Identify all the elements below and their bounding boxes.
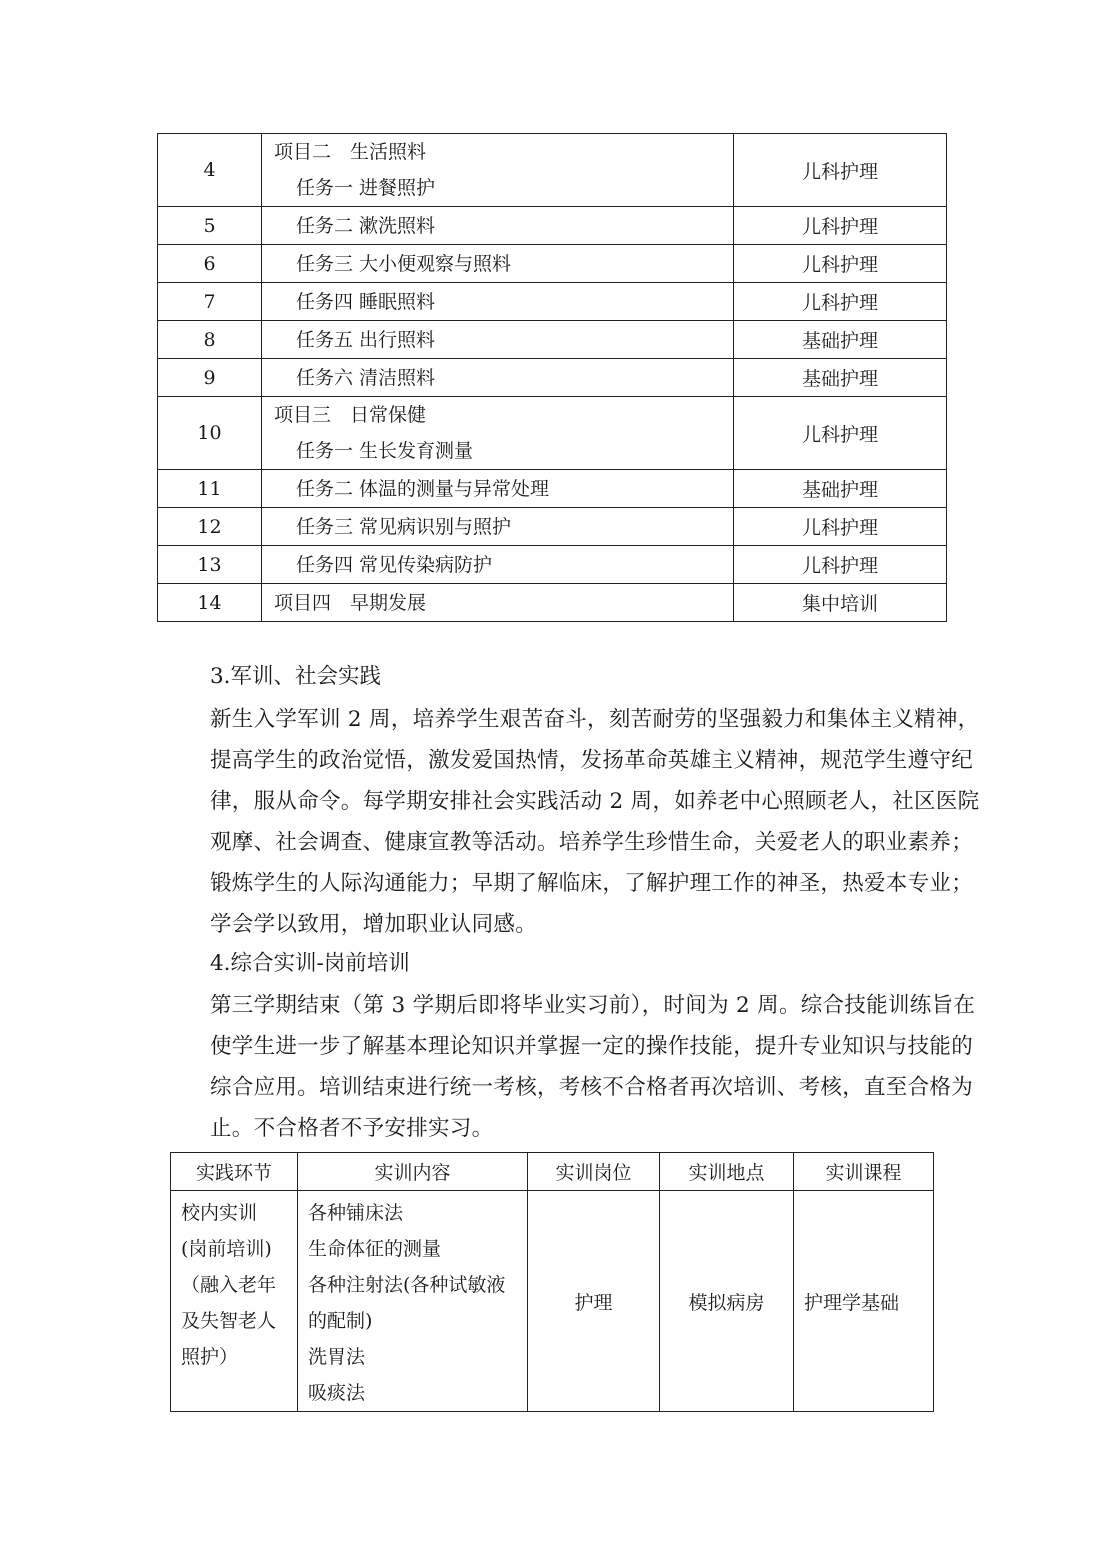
task-cell (262, 321, 734, 359)
task-row (158, 207, 947, 245)
row-number: 11 (158, 470, 262, 508)
task-row (158, 546, 947, 584)
row-number: 8 (158, 321, 262, 359)
course-cell: 基础护理 (734, 470, 947, 508)
training-table-row (171, 1191, 934, 1412)
row-number: 9 (158, 359, 262, 397)
header-course: 实训课程 (794, 1153, 934, 1191)
curriculum-task-table (157, 133, 947, 622)
task-cell (262, 546, 734, 584)
row-number: 7 (158, 283, 262, 321)
task-title: 任务三 大小便观察与照料 (296, 252, 512, 275)
task-title: 任务四 睡眠照料 (296, 290, 436, 313)
task-cell (262, 584, 734, 622)
training-table-header-row (171, 1153, 934, 1191)
stage-cell (171, 1191, 298, 1412)
training-table (170, 1152, 934, 1412)
task-title: 任务四 常见传染病防护 (296, 553, 493, 576)
task-row (158, 584, 947, 622)
content-line: 生命体征的测量 (308, 1238, 442, 1260)
course-cell: 基础护理 (734, 321, 947, 359)
row-number: 5 (158, 207, 262, 245)
task-title: 任务二 体温的测量与异常处理 (296, 477, 550, 500)
task-cell (262, 397, 734, 470)
stage-line: 照护） (181, 1346, 239, 1368)
task-title: 任务一 生长发育测量 (296, 440, 474, 462)
task-title: 任务二 漱洗照料 (296, 214, 436, 237)
project-title: 项目四 早期发展 (274, 591, 427, 614)
task-title: 任务三 常见病识别与照护 (296, 515, 512, 538)
section-3-heading: 3.军训、社会实践 (210, 664, 382, 689)
course-cell: 儿科护理 (734, 546, 947, 584)
task-cell (262, 470, 734, 508)
task-row (158, 134, 947, 207)
section-4-heading: 4.综合实训-岗前培训 (210, 951, 410, 976)
task-row (158, 397, 947, 470)
course-cell: 儿科护理 (734, 245, 947, 283)
header-content: 实训内容 (298, 1153, 528, 1191)
content-line: 洗胃法 (308, 1346, 366, 1368)
course-cell: 基础护理 (734, 359, 947, 397)
task-row (158, 321, 947, 359)
section-3-body: 新生入学军训 2 周，培养学生艰苦奋斗，刻苦耐劳的坚强毅力和集体主义精神，提高学生的政治觉悟，激发爱国热情，发扬革命英雄主义精神，规范学生遵守纪律，服从命令。每学期安排社会实践活动 2 周，如养老中心照顾老人，社区医院观摩、社会调查、健康宣教等活动。培养学生珍惜生命，关爱老人的职业素养；锻炼学生的人际沟通能力；早期了解临床，了解护理工作的神圣，热爱本专业；学会学以致用，增加职业认同感。 (210, 707, 980, 937)
stage-line: 校内实训 (181, 1202, 258, 1224)
course-cell: 护理学基础 (794, 1191, 934, 1412)
row-number: 12 (158, 508, 262, 546)
content-line: 的配制) (308, 1310, 373, 1332)
course-cell: 儿科护理 (734, 508, 947, 546)
task-cell (262, 207, 734, 245)
content-line: 吸痰法 (308, 1382, 366, 1404)
row-number: 14 (158, 584, 262, 622)
row-number: 6 (158, 245, 262, 283)
stage-line: （融入老年 (181, 1274, 277, 1296)
task-row (158, 508, 947, 546)
content-cell (298, 1191, 528, 1412)
task-cell (262, 359, 734, 397)
task-cell (262, 245, 734, 283)
task-row (158, 245, 947, 283)
content-line: 各种铺床法 (308, 1202, 404, 1224)
course-cell: 儿科护理 (734, 397, 947, 470)
row-number: 13 (158, 546, 262, 584)
task-row (158, 359, 947, 397)
project-title: 项目二 生活照料 (274, 141, 427, 163)
task-title: 任务五 出行照料 (296, 328, 436, 351)
task-row (158, 470, 947, 508)
location-cell: 模拟病房 (660, 1191, 794, 1412)
task-title: 任务六 清洁照料 (296, 366, 436, 389)
post-cell: 护理 (528, 1191, 660, 1412)
course-cell: 集中培训 (734, 584, 947, 622)
course-cell: 儿科护理 (734, 134, 947, 207)
task-row (158, 283, 947, 321)
task-cell (262, 508, 734, 546)
header-post: 实训岗位 (528, 1153, 660, 1191)
course-cell: 儿科护理 (734, 207, 947, 245)
stage-line: (岗前培训) (181, 1238, 272, 1260)
header-location: 实训地点 (660, 1153, 794, 1191)
stage-line: 及失智老人 (181, 1310, 277, 1332)
section-4-body: 第三学期结束（第 3 学期后即将毕业实习前），时间为 2 周。综合技能训练旨在使学生进一步了解基本理论知识并掌握一定的操作技能，提升专业知识与技能的综合应用。培训结束进行统一考核，考核不合格者再次培训、考核，直至合格为止。不合格者不予安排实习。 (210, 993, 976, 1141)
task-title: 任务一 进餐照护 (296, 177, 436, 199)
row-number: 4 (158, 134, 262, 207)
header-stage: 实践环节 (171, 1153, 298, 1191)
project-title: 项目三 日常保健 (274, 404, 427, 426)
row-number: 10 (158, 397, 262, 470)
course-cell: 儿科护理 (734, 283, 947, 321)
task-cell (262, 134, 734, 207)
task-cell (262, 283, 734, 321)
content-line: 各种注射法(各种试敏液 (308, 1274, 506, 1296)
